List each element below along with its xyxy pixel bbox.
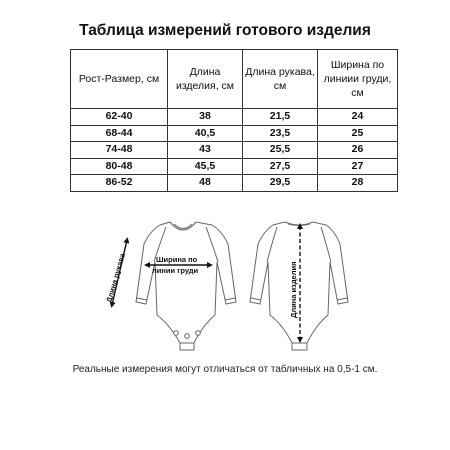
back-outline (250, 222, 348, 343)
bodysuit-back-drawing (250, 222, 348, 350)
front-cuff-left (137, 298, 147, 300)
table-cell: 25 (318, 125, 398, 142)
snap-button (185, 334, 190, 339)
back-cuff-right (337, 298, 347, 300)
front-snap-tab (180, 343, 194, 350)
table-cell: 29,5 (243, 175, 318, 192)
snap-button (174, 331, 179, 336)
snap-buttons (174, 331, 201, 339)
header-height-size: Рост-Размер, см (71, 50, 168, 109)
table-cell: 74-48 (71, 142, 168, 159)
table-cell: 43 (168, 142, 243, 159)
header-item-length: Длина изделия, см (168, 50, 243, 109)
table-cell: 40,5 (168, 125, 243, 142)
bodysuit-front-drawing (136, 222, 236, 350)
back-sleeve-seam-right (321, 227, 331, 262)
table-cell: 62-40 (71, 109, 168, 126)
table-cell: 68-44 (71, 125, 168, 142)
table-cell: 26 (318, 142, 398, 159)
chest-width-label-line1: Ширина по (156, 255, 198, 264)
page-title: Таблица измерений готового изделия (79, 22, 371, 39)
table-cell: 80-48 (71, 158, 168, 175)
table-cell: 86-52 (71, 175, 168, 192)
sleeve-length-label: Длина рукава (104, 252, 127, 304)
front-outline (136, 222, 236, 343)
table-cell: 25,5 (243, 142, 318, 159)
table-cell: 21,5 (243, 109, 318, 126)
front-cuff-right (225, 298, 235, 300)
back-snap-tab (292, 343, 307, 350)
back-cuff-left (251, 298, 261, 300)
chest-width-label-line2: линии груди (152, 266, 199, 275)
table-cell: 45,5 (168, 158, 243, 175)
table-cell: 27,5 (243, 158, 318, 175)
table-cell: 48 (168, 175, 243, 192)
snap-button (196, 331, 201, 336)
table-cell: 27 (318, 158, 398, 175)
header-chest-width: Ширина по линиии груди, см (318, 50, 398, 109)
table-cell: 38 (168, 109, 243, 126)
table-cell: 23,5 (243, 125, 318, 142)
back-sleeve-seam-left (267, 227, 277, 262)
item-length-label: Длина изделия (289, 261, 298, 318)
header-sleeve-length: Длина рукава, см (243, 50, 318, 109)
table-cell: 28 (318, 175, 398, 192)
measurement-note: Реальные измерения могут отличаться от табличных на 0,5-1 см. (72, 364, 378, 375)
table-cell: 24 (318, 109, 398, 126)
front-sleeve-seam-right (206, 227, 218, 262)
